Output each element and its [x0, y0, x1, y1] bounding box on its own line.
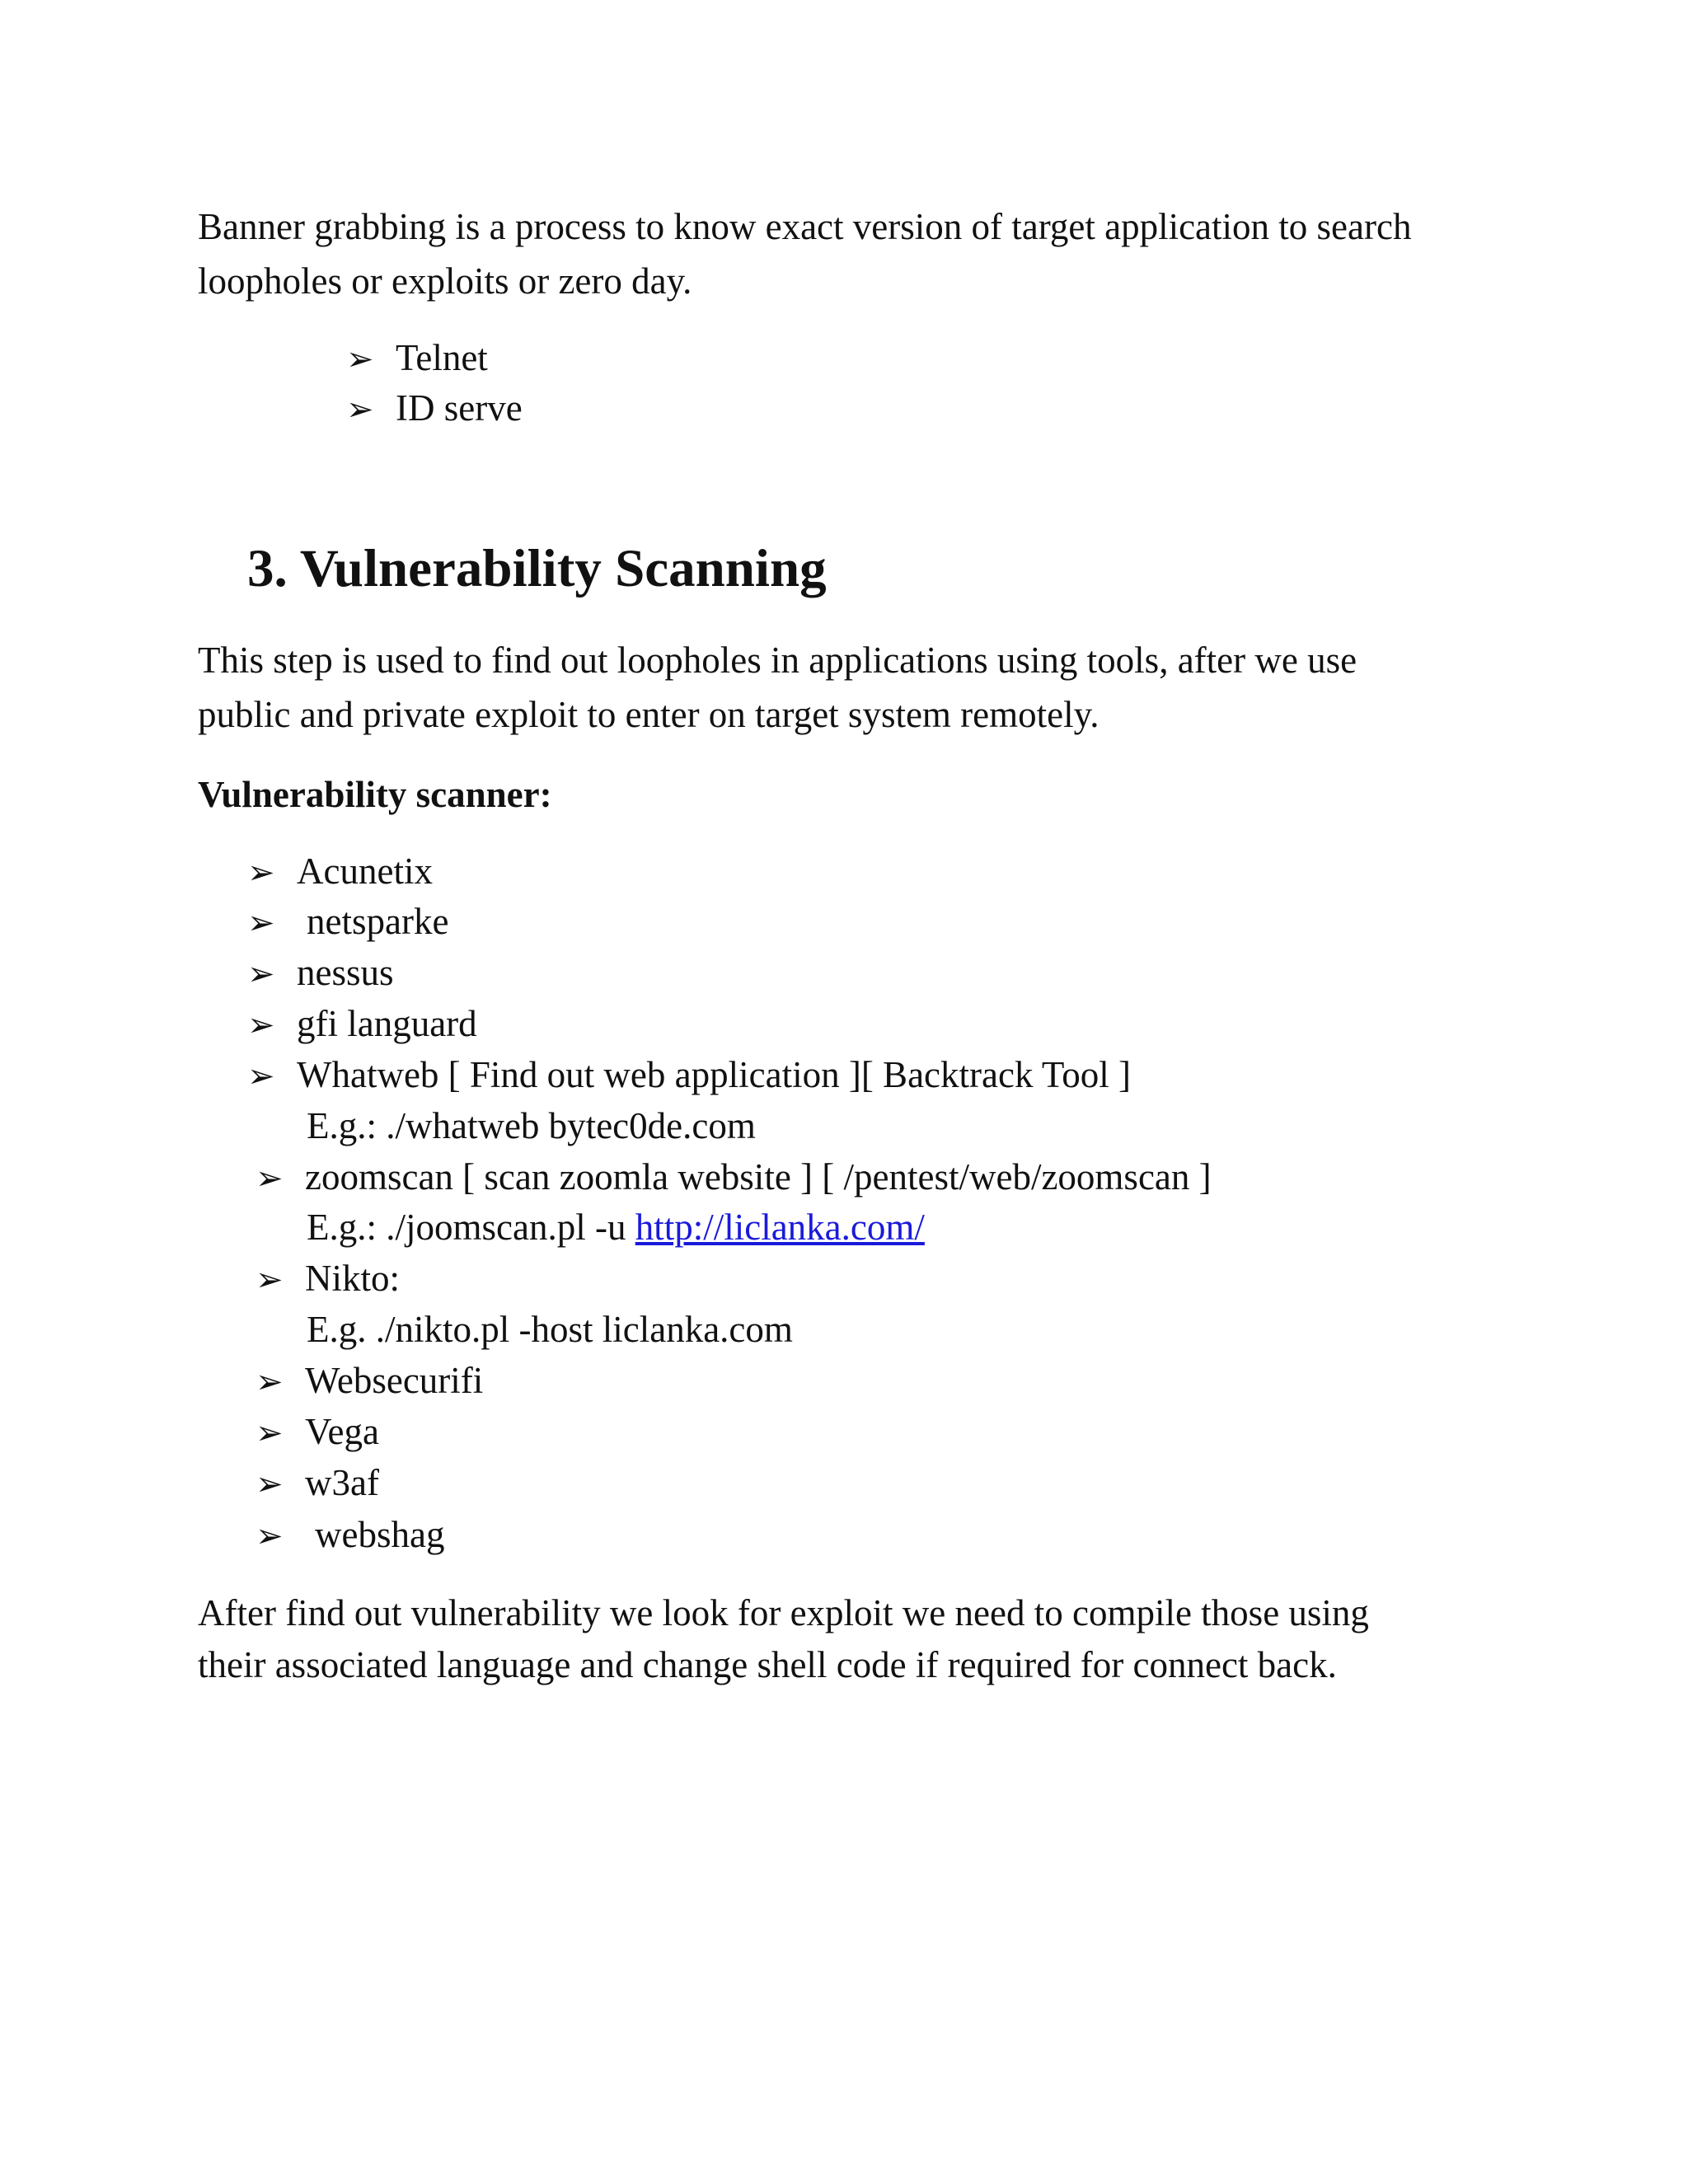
- list-item-label: nessus: [297, 952, 394, 993]
- arrow-bullet-icon: ➢: [247, 904, 275, 942]
- intro-line-2: loopholes or exploits or zero day.: [198, 260, 692, 302]
- list-item-label: zoomscan [ scan zoomla website ] [ /pentest/web/zoomscan ]: [305, 1156, 1212, 1197]
- list-item-label: Whatweb [ Find out web application ][ Backtrack Tool ]: [297, 1054, 1131, 1095]
- section-heading: [247, 536, 827, 602]
- scanner-heading: Vulnerability scanner:: [198, 774, 552, 815]
- list-item-label: ID serve: [396, 387, 523, 429]
- arrow-bullet-icon: ➢: [247, 955, 275, 993]
- list-item-label: webshag: [315, 1514, 445, 1555]
- section-title: Vulnerability Scanning: [299, 539, 827, 598]
- intro-line-1: Banner grabbing is a process to know exact version of target application to search: [198, 206, 1412, 247]
- section-number: 3.: [247, 539, 288, 598]
- list-item: [256, 1404, 379, 1460]
- example-command: [307, 1200, 925, 1254]
- list-item: [247, 844, 433, 900]
- arrow-bullet-icon: ➢: [247, 1057, 275, 1095]
- list-item: [247, 1047, 1131, 1104]
- example-command-text: E.g.: ./joomscan.pl -u: [307, 1207, 635, 1248]
- list-item: [256, 1507, 444, 1563]
- arrow-bullet-icon: ➢: [256, 1517, 284, 1555]
- example-command: E.g.: ./whatweb bytec0de.com: [307, 1105, 756, 1146]
- arrow-bullet-icon: ➢: [256, 1363, 284, 1401]
- list-item: [346, 330, 488, 387]
- list-item-label: gfi languard: [297, 1003, 477, 1044]
- arrow-bullet-icon: ➢: [346, 340, 374, 378]
- description-line-1: This step is used to find out loopholes in applications using tools, after we use: [198, 640, 1357, 681]
- closing-line-2: their associated language and change shell code if required for connect back.: [198, 1644, 1337, 1685]
- list-item-label: w3af: [305, 1462, 379, 1503]
- arrow-bullet-icon: ➢: [256, 1261, 284, 1299]
- list-item-label: netsparke: [307, 901, 449, 942]
- list-item: [256, 1150, 1212, 1206]
- arrow-bullet-icon: ➢: [256, 1160, 284, 1197]
- list-item: [256, 1455, 379, 1511]
- list-item-label: Websecurifi: [305, 1360, 484, 1401]
- example-command: E.g. ./nikto.pl -host liclanka.com: [307, 1309, 793, 1350]
- list-item-label: Vega: [305, 1411, 379, 1452]
- arrow-bullet-icon: ➢: [256, 1414, 284, 1452]
- list-item-label: Nikto:: [305, 1258, 401, 1299]
- list-item: [256, 1353, 483, 1409]
- arrow-bullet-icon: ➢: [256, 1465, 284, 1503]
- description-line-2: public and private exploit to enter on target system remotely.: [198, 694, 1100, 735]
- arrow-bullet-icon: ➢: [346, 391, 374, 429]
- list-item: [247, 894, 448, 950]
- arrow-bullet-icon: ➢: [247, 1006, 275, 1044]
- list-item-label: Acunetix: [297, 851, 433, 892]
- closing-line-1: After find out vulnerability we look for exploit we need to compile those using: [198, 1592, 1369, 1633]
- list-item: [346, 381, 523, 437]
- liclanka-link[interactable]: http://liclanka.com/: [635, 1207, 925, 1248]
- list-item: [256, 1251, 400, 1307]
- arrow-bullet-icon: ➢: [247, 854, 275, 892]
- list-item: [247, 945, 394, 1001]
- list-item: [247, 996, 477, 1052]
- list-item-label: Telnet: [396, 337, 488, 378]
